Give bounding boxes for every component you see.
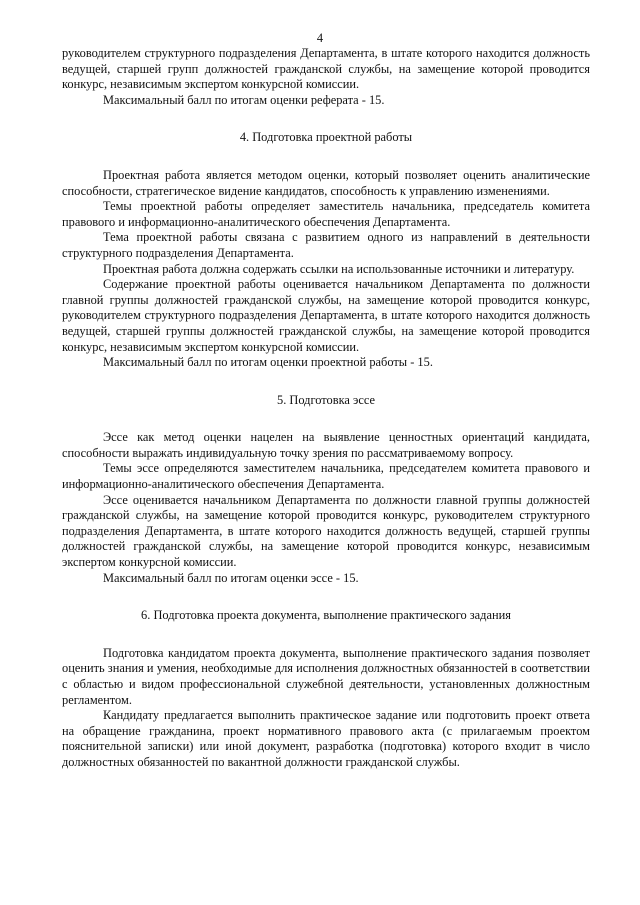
section-6-paragraph-1: Подготовка кандидатом проекта документа, выполнение практического задания позволяет оценить знания и умения, необходимые для исполнения должностных обязанностей в соответствии с областью и видом профессиональной служебной деятельности, установленных должностным регламентом. [62, 645, 590, 707]
section-5-paragraph-3: Эссе оценивается начальником Департамента по должности главной группы должностей гражданской службы, на замещение которой проводится конкурс, руководителем структурного подразделения Департамента, в штате которого находится должность ведущей, старшей группы должностей гражданской службы, на замещение которой проводится конкурс, независимым экспертом конкурсной комиссии. [62, 492, 590, 570]
section-4-max-score: Максимальный балл по итогам оценки проектной работы - 15. [103, 355, 433, 370]
section-6-heading: 6. Подготовка проекта документа, выполнение практического задания [141, 608, 511, 623]
intro-max-score: Максимальный балл по итогам оценки реферата - 15. [103, 92, 385, 107]
section-6-paragraph-2: Кандидату предлагается выполнить практическое задание или подготовить проект ответа на обращение гражданина, проект нормативного правового акта (с прилагаемым проектом пояснительной записки) или иной документ, разработка (подготовка) которого входит в число должностных обязанностей по вакантной должности гражданской службы. [62, 708, 590, 769]
section-4-paragraph-2: Темы проектной работы определяет заместитель начальника, председатель комитета правового и информационно-аналитического обеспечения Департамента. [62, 199, 590, 229]
section-4-heading: 4. Подготовка проектной работы [239, 130, 413, 145]
section-4-paragraph-4: Проектная работа должна содержать ссылки на использованные источники и литературу. [103, 261, 575, 276]
section-4-paragraph-5: Содержание проектной работы оценивается начальником Департамента по должности главной группы должностей гражданской службы, на замещение которой проводится конкурс, руководителем структурного подразделения Департамента, в штате которого находится должность ведущей, старшей группы должностей гражданской службы, на замещение которой проводится конкурс, независимым экспертом конкурсной комиссии. [62, 277, 590, 354]
section-5-paragraph-1: Эссе как метод оценки нацелен на выявление ценностных ориентаций кандидата, способности выражать индивидуальную точку зрения по рассматриваемому вопросу. [62, 430, 590, 460]
section-5-paragraph-2: Темы эссе определяются заместителем начальника, председателем комитета правового и информационно-аналитического обеспечения Департамента. [62, 461, 590, 492]
document-body [62, 46, 590, 771]
section-5-heading: 5. Подготовка эссе [277, 392, 375, 407]
page-number: 4 [316, 31, 324, 45]
intro-paragraph: руководителем структурного подразделения Департамента, в штате которого находится должность ведущей, старшей групп должностей гражданской службы, на замещение которой проводится конкурс, независимым экспертом конкурсной комиссии. [62, 46, 590, 92]
section-4-paragraph-1: Проектная работа является методом оценки, который позволяет оценить аналитические способности, стратегическое видение кандидатов, способность к управлению изменениями. [62, 167, 590, 198]
section-5-max-score: Максимальный балл по итогам оценки эссе - 15. [103, 570, 359, 585]
section-4-paragraph-3: Тема проектной работы связана с развитием одного из направлений в деятельности структурного подразделения Департамента. [62, 230, 590, 260]
